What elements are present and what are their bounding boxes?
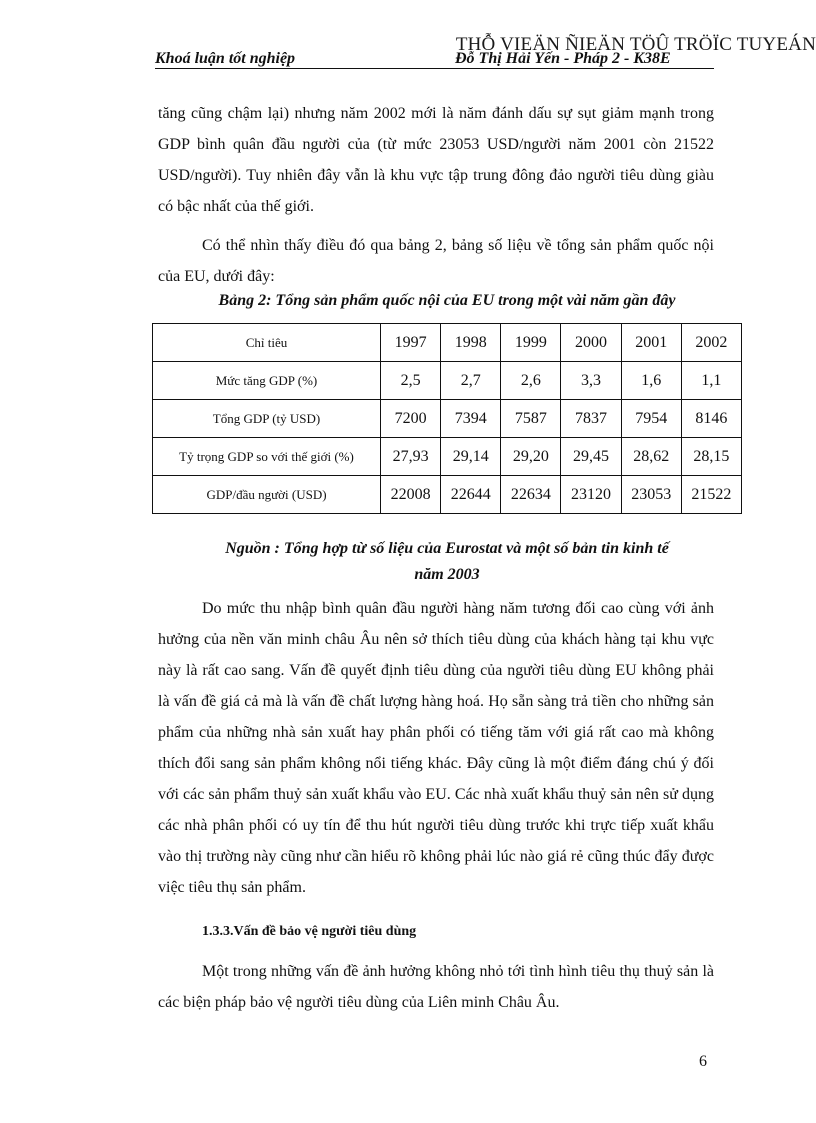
table-source: [152, 536, 742, 588]
table-cell: 29,20: [501, 438, 561, 476]
table-cell: 27,93: [381, 438, 441, 476]
table-cell: 2,6: [501, 362, 561, 400]
gdp-table: [152, 323, 742, 514]
table-row: [153, 438, 742, 476]
table-header-cell: Chỉ tiêu: [153, 324, 381, 362]
table-cell: 1,1: [681, 362, 741, 400]
section-heading: 1.3.3.Vấn đề bảo vệ người tiêu dùng: [202, 924, 417, 939]
table-cell: 29,45: [561, 438, 621, 476]
table-cell: 2,5: [381, 362, 441, 400]
table-header-cell: 1998: [441, 324, 501, 362]
table-cell: 21522: [681, 476, 741, 514]
table-cell: 29,14: [441, 438, 501, 476]
body-text-middle: [158, 593, 714, 903]
table-row: [153, 400, 742, 438]
table-cell: 22644: [441, 476, 501, 514]
watermark-text: THỖ VIEÄN ÑIEÄN TÖÛ TRÖÏC TUYEÁN: [455, 34, 816, 55]
header-author: Đỗ Thị Hải Yến - Pháp 2 - K38E: [455, 50, 671, 67]
table-cell: 8146: [681, 400, 741, 438]
paragraph-1: tăng cũng chậm lại) nhưng năm 2002 mới là năm đánh dấu sự sụt giảm mạnh trong GDP bình quân đầu người của (từ mức 23053 USD/người năm 2001 còn 21522 USD/người). Tuy nhiên đây vẫn là khu vực tập trung đông đảo người tiêu dùng giàu có bậc nhất của thế giới.: [158, 105, 714, 215]
table-cell: Tỷ trọng GDP so với thế giới (%): [153, 438, 381, 476]
table-cell: 23120: [561, 476, 621, 514]
table-cell: 7394: [441, 400, 501, 438]
paragraph-2: Có thể nhìn thấy điều đó qua bảng 2, bảng số liệu về tổng sản phẩm quốc nội của EU, dưới đây:: [158, 237, 714, 285]
paragraph-4: Một trong những vấn đề ảnh hưởng không nhỏ tới tình hình tiêu thụ thuỷ sản là các biện pháp bảo vệ người tiêu dùng của Liên minh Châu Âu.: [158, 963, 714, 1011]
table-header-cell: 2002: [681, 324, 741, 362]
table-cell: Mức tăng GDP (%): [153, 362, 381, 400]
table-header-row: [153, 324, 742, 362]
table-cell: 28,62: [621, 438, 681, 476]
table-header-cell: 2000: [561, 324, 621, 362]
table-cell: Tổng GDP (tỷ USD): [153, 400, 381, 438]
table-row: [153, 362, 742, 400]
table-caption: Bảng 2: Tổng sản phẩm quốc nội của EU trong một vài năm gần đây: [218, 292, 676, 309]
table-cell: 28,15: [681, 438, 741, 476]
table-cell: 22634: [501, 476, 561, 514]
table-cell: 2,7: [441, 362, 501, 400]
table-cell: 22008: [381, 476, 441, 514]
table-cell: GDP/đầu người (USD): [153, 476, 381, 514]
table-header-cell: 1997: [381, 324, 441, 362]
table-header-cell: 2001: [621, 324, 681, 362]
table-cell: 7587: [501, 400, 561, 438]
table-header-cell: 1999: [501, 324, 561, 362]
page-header: [155, 46, 714, 68]
table-cell: 3,3: [561, 362, 621, 400]
table-cell: 1,6: [621, 362, 681, 400]
paragraph-3: Do mức thu nhập bình quân đầu người hàng năm tương đối cao cùng với ảnh hưởng của nền văn minh châu Âu nên sở thích tiêu dùng của khách hàng tại khu vực này là rất cao sang. Vấn đề quyết định tiêu dùng của người tiêu dùng EU không phải là vấn đề giá cả mà là vấn đề chất lượng hàng hoá. Họ sẵn sàng trả tiền cho những sản phẩm của những nhà sản xuất hay phân phối có tiếng tăm với giá rất cao mà không thích đổi sang sản phẩm không nổi tiếng khác. Đây cũng là một điểm đáng chú ý đối với các sản phẩm thuỷ sản xuất khẩu vào EU. Các nhà xuất khẩu thuỷ sản nên sử dụng các nhà phân phối có uy tín để thu hút người tiêu dùng trước khi trực tiếp xuất khẩu vào thị trường này cũng như cần hiểu rõ không phải lúc nào giá rẻ cũng thúc đẩy được việc tiêu thụ sản phẩm.: [158, 600, 714, 896]
header-divider: [155, 68, 714, 69]
page-number: 6: [699, 1053, 707, 1070]
table-cell: 7837: [561, 400, 621, 438]
table-cell: 23053: [621, 476, 681, 514]
header-left-title: Khoá luận tốt nghiệp: [155, 50, 296, 67]
table-cell: 7954: [621, 400, 681, 438]
table-source-line-1: Nguồn : Tổng hợp từ số liệu của Eurostat và một số bản tin kinh tế: [225, 540, 669, 557]
body-text-bottom: [158, 956, 714, 1018]
table-cell: 7200: [381, 400, 441, 438]
table-source-line-2: năm 2003: [414, 566, 480, 583]
table-row: [153, 476, 742, 514]
body-text-top: [158, 98, 714, 292]
